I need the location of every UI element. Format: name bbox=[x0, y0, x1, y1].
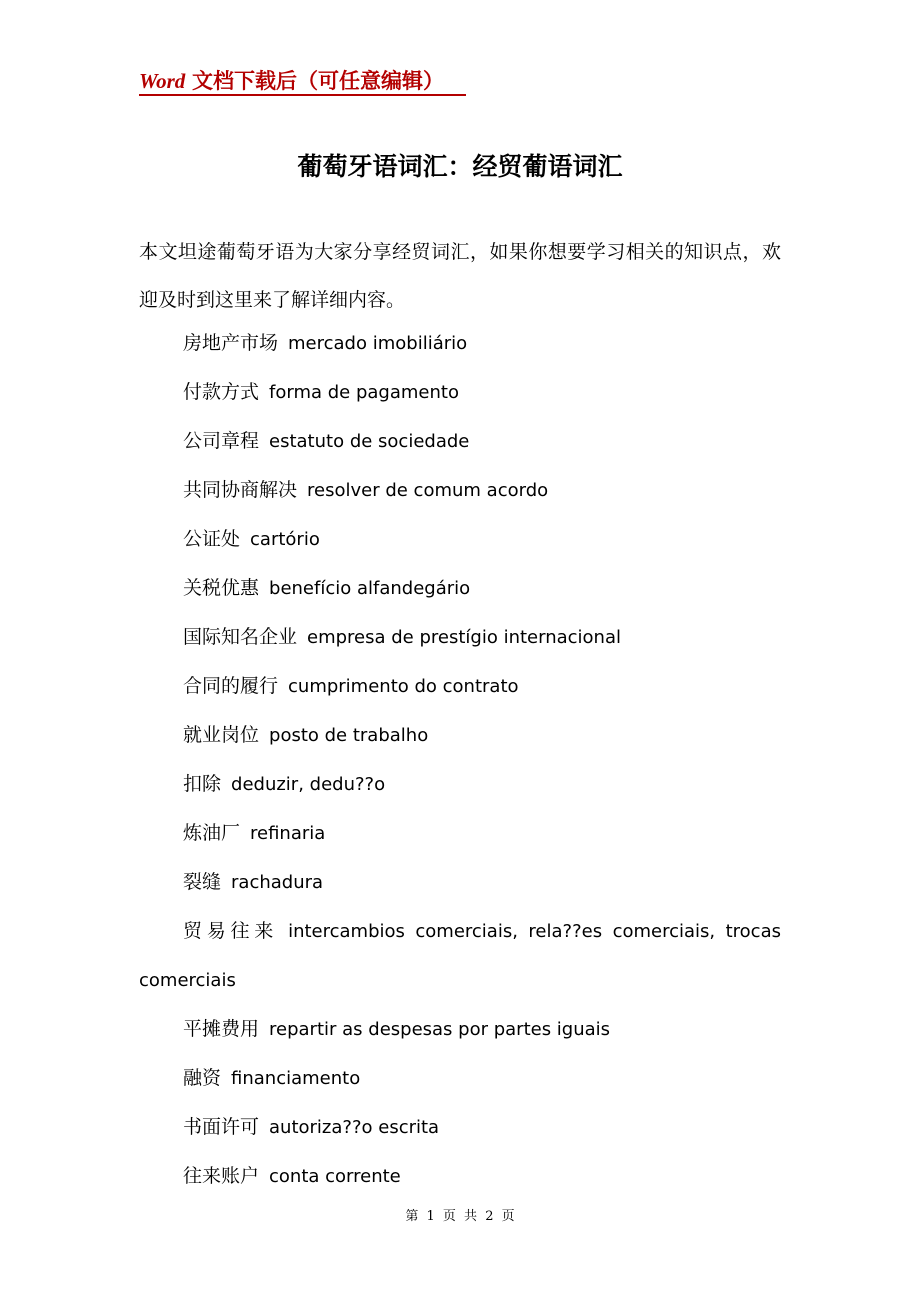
vocab-chinese: 公证处 bbox=[183, 528, 241, 550]
vocab-portuguese: forma de pagamento bbox=[269, 382, 459, 403]
vocab-entry bbox=[139, 368, 781, 417]
vocab-chinese: 合同的履行 bbox=[183, 675, 279, 697]
vocab-entry bbox=[139, 858, 781, 907]
vocab-entry bbox=[139, 564, 781, 613]
vocab-portuguese: estatuto de sociedade bbox=[269, 431, 470, 452]
vocab-chinese: 关税优惠 bbox=[183, 577, 260, 599]
vocab-portuguese: benefício alfandegário bbox=[269, 578, 471, 599]
vocab-portuguese: deduzir, dedu??o bbox=[231, 774, 386, 795]
vocab-entry bbox=[139, 1152, 781, 1201]
header-brand: Word bbox=[139, 69, 186, 93]
page-footer: 第 1 页 共 2 页 bbox=[405, 1209, 515, 1224]
vocab-portuguese: conta corrente bbox=[269, 1166, 401, 1187]
vocab-portuguese: mercado imobiliário bbox=[288, 333, 468, 354]
intro-paragraph: 本文坦途葡萄牙语为大家分享经贸词汇，如果你想要学习相关的知识点，欢迎及时到这里来了解详细内容。 bbox=[139, 241, 781, 311]
vocab-portuguese: refinaria bbox=[250, 823, 326, 844]
vocab-chinese: 融资 bbox=[183, 1067, 222, 1089]
vocab-entry bbox=[139, 417, 781, 466]
vocab-chinese: 书面许可 bbox=[183, 1116, 260, 1138]
vocab-chinese: 房地产市场 bbox=[183, 332, 279, 354]
vocab-entry bbox=[139, 711, 781, 760]
vocab-chinese: 贸易往来 bbox=[183, 920, 279, 942]
header-underline bbox=[139, 94, 466, 96]
vocab-chinese: 就业岗位 bbox=[183, 724, 260, 746]
vocab-chinese: 炼油厂 bbox=[183, 822, 241, 844]
vocab-entry bbox=[139, 515, 781, 564]
vocab-entry bbox=[139, 907, 781, 1005]
vocab-portuguese: posto de trabalho bbox=[269, 725, 429, 746]
vocab-portuguese: financiamento bbox=[231, 1068, 361, 1089]
document-title: 葡萄牙语词汇：经贸葡语词汇 bbox=[297, 152, 623, 181]
vocab-chinese: 裂缝 bbox=[183, 871, 222, 893]
vocab-entry bbox=[139, 760, 781, 809]
vocab-chinese: 往来账户 bbox=[183, 1165, 260, 1187]
vocab-portuguese: autoriza??o escrita bbox=[269, 1117, 440, 1138]
vocab-chinese: 平摊费用 bbox=[183, 1018, 260, 1040]
vocab-portuguese: repartir as despesas por partes iguais bbox=[269, 1019, 611, 1040]
vocab-chinese: 付款方式 bbox=[183, 381, 260, 403]
vocab-entry bbox=[139, 319, 781, 368]
vocab-entry bbox=[139, 662, 781, 711]
vocab-portuguese: rachadura bbox=[231, 872, 324, 893]
vocabulary-list bbox=[139, 319, 781, 1201]
vocab-chinese: 国际知名企业 bbox=[183, 626, 298, 648]
download-header bbox=[139, 66, 444, 96]
vocab-entry bbox=[139, 1005, 781, 1054]
vocab-portuguese: intercambios comerciais, rela??es comerciais, trocas comerciais bbox=[139, 921, 781, 991]
vocab-entry bbox=[139, 613, 781, 662]
vocab-entry bbox=[139, 809, 781, 858]
vocab-chinese: 扣除 bbox=[183, 773, 222, 795]
vocab-portuguese: empresa de prestígio internacional bbox=[307, 627, 621, 648]
vocab-entry bbox=[139, 1054, 781, 1103]
vocab-chinese: 公司章程 bbox=[183, 430, 260, 452]
vocab-portuguese: cartório bbox=[250, 529, 320, 550]
vocab-entry bbox=[139, 1103, 781, 1152]
header-text: 文档下载后（可任意编辑） bbox=[191, 69, 444, 93]
vocab-portuguese: cumprimento do contrato bbox=[288, 676, 519, 697]
vocab-portuguese: resolver de comum acordo bbox=[307, 480, 549, 501]
vocab-entry bbox=[139, 466, 781, 515]
vocab-chinese: 共同协商解决 bbox=[183, 479, 298, 501]
